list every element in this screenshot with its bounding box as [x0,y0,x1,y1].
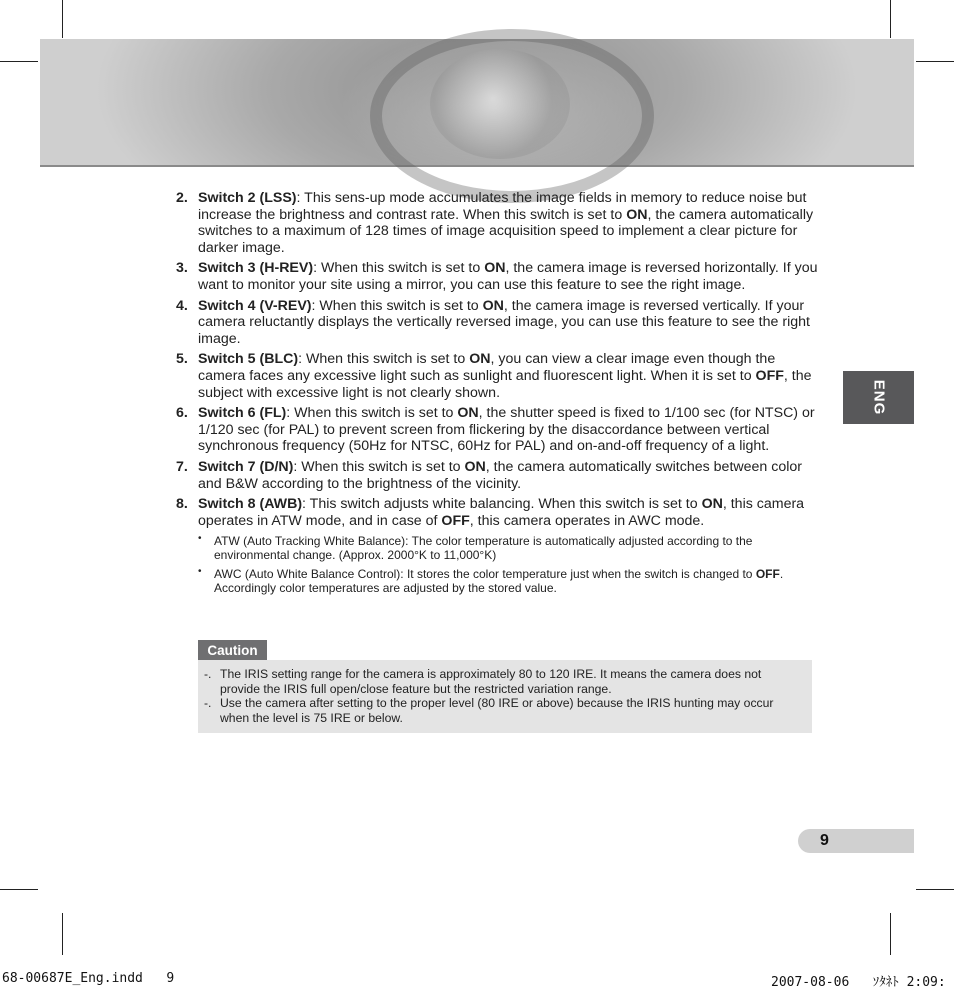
item-text: , the camera image is reversed horizontally. If you want to monitor your site using a mirror, you can use this feature to see the right image. [198,260,818,293]
item-bold: ON [469,351,491,368]
header-banner-image [40,39,914,167]
item-number: 7. [176,458,188,475]
dash-marker: -. [204,667,212,681]
item-bold: ON [701,496,723,513]
caution-box [198,660,812,733]
item-text: : When this switch is set to [293,458,465,475]
item-text: , the camera automatically switches to a maximum of 128 times of image acquisition speed to implement a clear picture for darker image. [198,206,814,256]
lens-glass [430,49,570,159]
bullet-item [198,534,818,562]
list-item [176,190,818,256]
crop-mark [0,61,38,62]
bullet-text: ATW (Auto Tracking White Balance): The color temperature is automatically adjusted according to the environmental change. (Approx. 2000°K to 11,000°K) [214,534,753,563]
item-text: : When this switch is set to [313,260,485,277]
bullet-text: AWC (Auto White Balance Control): It stores the color temperature just when the switch is changed to [214,567,756,582]
item-number: 8. [176,496,188,513]
item-title: Switch 8 (AWB) [198,496,303,513]
switch-list [176,190,818,599]
item-number: 3. [176,260,188,277]
item-number: 4. [176,297,188,314]
caution-text: The IRIS setting range for the camera is approximately 80 to 120 IRE. It means the camera does not provide the IRIS full open/close feature but the restricted variation range. [220,667,762,696]
footer-file-name: 68-00687E_Eng.indd 9 [2,971,175,986]
list-item [176,496,818,595]
bullet-bold: OFF [755,567,780,582]
item-number: 6. [176,405,188,422]
item-text: : This sens-up mode accumulates the image fields in memory to reduce noise but increase the brightness and contrast rate. When this switch is set to [198,190,807,223]
item-text: , the camera image is reversed vertically. If your camera reluctantly displays the vertically reversed image, you can use this feature to see the right image. [198,297,810,347]
item-bold: ON [457,405,479,422]
item-text: : When this switch is set to [298,351,470,368]
item-bold: OFF [755,367,784,384]
item-bold: OFF [441,512,470,529]
list-item [176,298,818,348]
crop-mark [890,913,891,955]
crop-mark [62,0,63,38]
item-title: Switch 6 (FL) [198,405,287,422]
crop-mark [916,61,954,62]
item-number: 2. [176,190,188,206]
bullet-text: . Accordingly color temperatures are adjusted by the stored value. [214,567,784,596]
list-item [176,260,818,293]
item-text: : When this switch is set to [286,405,458,422]
crop-mark [916,889,954,890]
bullet-icon: • [198,566,202,578]
item-text: , the subject with excessive light is not clearly shown. [198,367,812,401]
bullet-icon: • [198,533,202,545]
item-text: : This switch adjusts white balancing. When this switch is set to [302,496,702,513]
language-tab [843,371,914,424]
caution-line [204,667,804,696]
bullet-item [198,567,818,595]
list-item [176,351,818,401]
caution-line [204,696,804,725]
item-bold: ON [484,260,506,277]
item-text: : When this switch is set to [311,297,483,314]
item-text: , the camera automatically switches between color and B&W according to the brightness of the vicinity. [198,458,802,492]
item-title: Switch 7 (D/N) [198,458,294,475]
crop-mark [62,913,63,955]
item-text: , the shutter speed is fixed to 1/100 sec (for NTSC) or 1/120 sec (for PAL) to prevent screen from flickering by the disaccordance between vertical synchronous frequency (50Hz for NTSC, 60Hz for PAL) and on-and-off frequency of a light. [198,405,815,455]
item-text: , this camera operates in AWC mode. [469,512,705,529]
item-bold: ON [626,206,648,223]
item-text: , you can view a clear image even though the camera faces any excessive light such as sunlight and fluorescent light. When it is set to [198,351,776,384]
item-title: Switch 4 (V-REV) [198,297,312,314]
crop-mark [890,0,891,38]
item-bold: ON [482,297,504,314]
caution-text: Use the camera after setting to the proper level (80 IRE or above) because the IRIS hunting may occur when the level is 75 IRE or below. [220,696,774,725]
item-bold: ON [464,458,486,475]
list-item [176,459,818,492]
page-number: 9 [798,829,914,853]
footer-timestamp: 2007-08-06 ｿﾀﾈﾄ 2:09: [771,975,946,990]
dash-marker: -. [204,696,212,711]
crop-mark [0,889,38,890]
item-title: Switch 5 (BLC) [198,351,299,368]
item-title: Switch 3 (H-REV) [198,260,314,277]
list-item [176,405,818,455]
item-text: , this camera operates in ATW mode, and in case of [198,496,805,529]
caution-label: Caution [198,640,267,660]
item-title: Switch 2 (LSS) [198,190,297,206]
item-number: 5. [176,351,188,368]
language-tab-label: ENG [869,379,887,416]
